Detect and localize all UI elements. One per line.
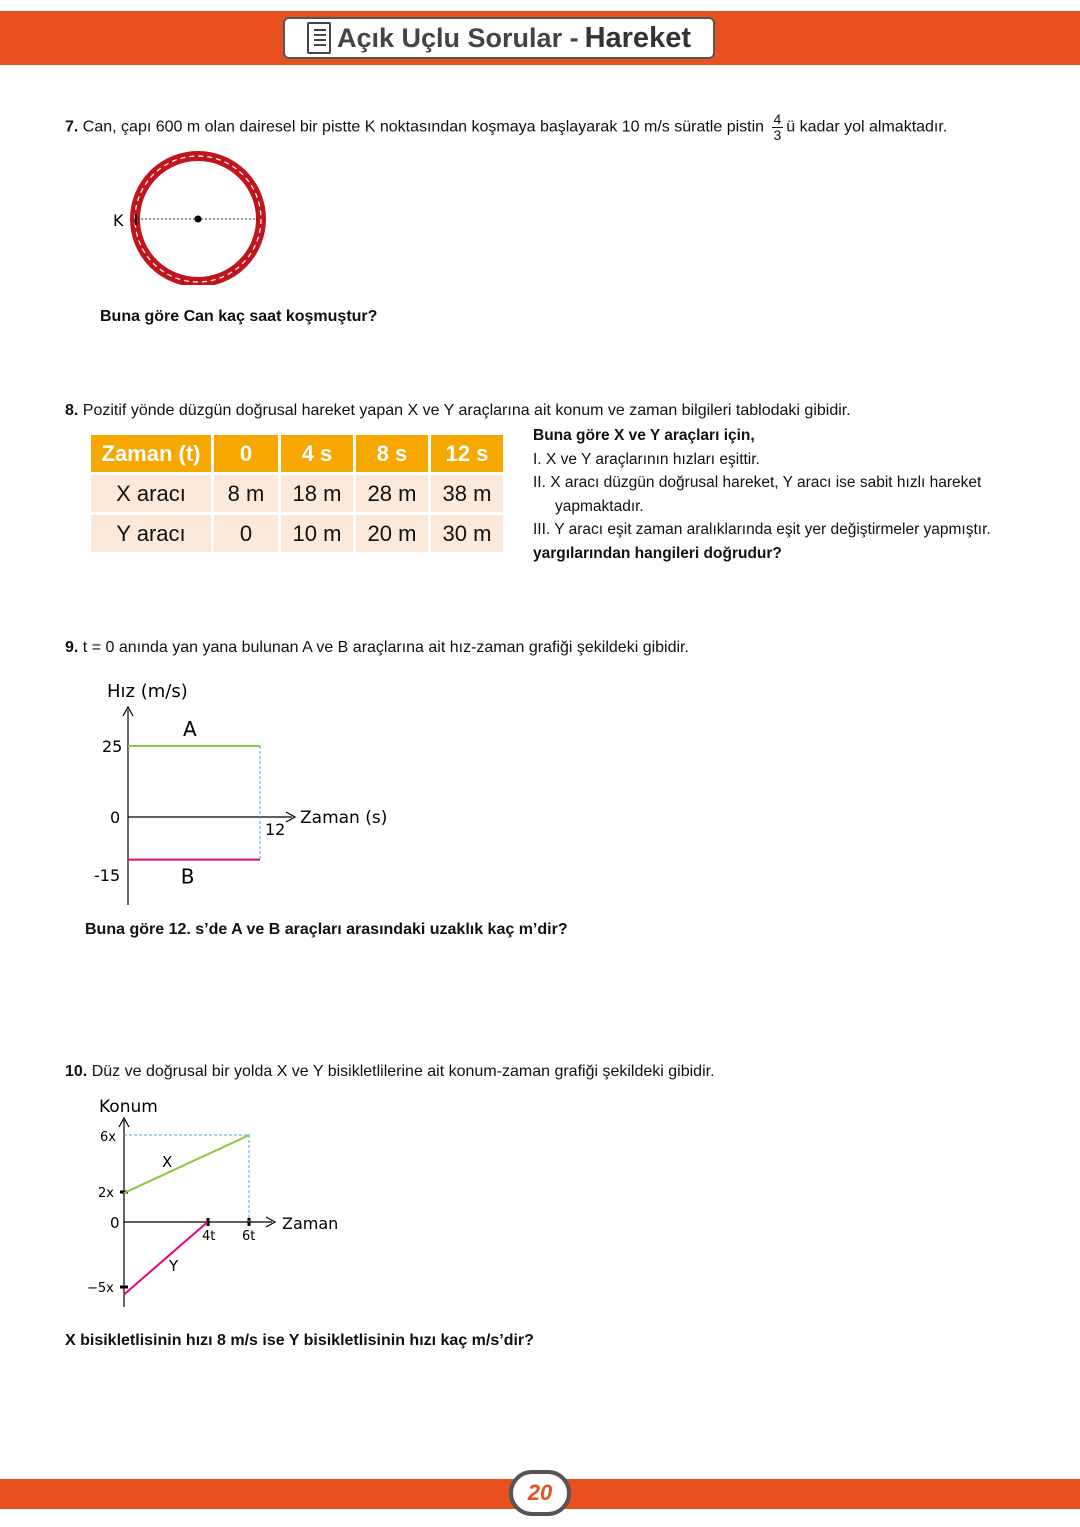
q10-number: 10. (65, 1063, 88, 1080)
table-header: 8 s (356, 435, 428, 472)
series-x-label: X (162, 1153, 173, 1171)
x-tick-label: 12 (265, 820, 286, 839)
x-axis-label: Zaman (282, 1214, 339, 1233)
title-topic: Hareket (584, 21, 691, 54)
table-header: 4 s (281, 435, 353, 472)
table-cell: X aracı (91, 475, 211, 512)
x-tick-label: 4t (202, 1229, 216, 1244)
y-tick-label: 0 (110, 1214, 120, 1232)
x-tick-label: 6t (242, 1229, 256, 1244)
page-title (283, 17, 715, 59)
q9-ask: Buna göre 12. s’de A ve B araçları arasındaki uzaklık kaç m’dir? (85, 921, 568, 938)
series-y-line (124, 1222, 208, 1295)
q8-number: 8. (65, 402, 79, 419)
question-10 (65, 1061, 1025, 1083)
table-cell: 30 m (431, 515, 503, 552)
frac-den: 3 (773, 127, 782, 143)
q8-statement-1: I. X ve Y araçlarının hızları eşittir. (533, 450, 760, 468)
y-tick-label: 0 (110, 808, 121, 827)
series-b-label: B (180, 864, 195, 889)
q9-number: 9. (65, 639, 79, 656)
q7-text-after: ü kadar yol almaktadır. (786, 118, 948, 136)
table-row (91, 475, 503, 512)
q8-statement-3: III. Y aracı eşit zaman aralıklarında eşit yer değiştirmeler yapmıştır. (533, 521, 991, 538)
y-tick-label: -15 (94, 866, 121, 885)
table-cell: 8 m (214, 475, 278, 512)
series-a-label: A (183, 717, 197, 741)
question-7 (65, 112, 1025, 143)
series-x-line (124, 1135, 249, 1193)
table-cell: Y aracı (91, 515, 211, 552)
position-time-chart (80, 1092, 360, 1312)
q8-statements (533, 424, 1033, 565)
q8-table (88, 432, 506, 555)
table-header: Zaman (t) (91, 435, 211, 472)
q7-number: 7. (65, 118, 79, 136)
y-tick-label: 6x (100, 1130, 116, 1145)
q8-ask: yargılarından hangileri doğrudur? (533, 544, 782, 562)
table-row (91, 515, 503, 552)
page-number: 20 (509, 1470, 571, 1516)
frac-num: 4 (773, 111, 782, 127)
q7-ask: Buna göre Can kaç saat koşmuştur? (100, 308, 378, 325)
table-cell: 10 m (281, 515, 353, 552)
table-cell: 0 (214, 515, 278, 552)
y-tick-label: −5x (87, 1281, 114, 1296)
y-tick-label: 2x (98, 1186, 114, 1201)
table-cell: 28 m (356, 475, 428, 512)
table-header: 0 (214, 435, 278, 472)
table-header: 12 s (431, 435, 503, 472)
title-main: Açık Uçlu Sorular - (337, 22, 579, 53)
circular-track-figure (105, 150, 275, 285)
q8-statement-2-cont: yapmaktadır. (555, 497, 644, 515)
q10-text: Düz ve doğrusal bir yolda X ve Y bisikletlilerine ait konum-zaman grafiği şekildeki gibidir. (91, 1063, 715, 1080)
table-cell: 38 m (431, 475, 503, 512)
q8-text: Pozitif yönde düzgün doğrusal hareket yapan X ve Y araçlarına ait konum ve zaman bilgileri tablodaki gibidir. (82, 402, 851, 419)
q7-fraction (772, 112, 784, 143)
series-y-label: Y (169, 1257, 179, 1275)
question-9 (65, 637, 1025, 659)
y-axis-label: Konum (99, 1097, 158, 1117)
q8-intro: Buna göre X ve Y araçları için, (533, 427, 755, 444)
y-tick-label: 25 (102, 737, 123, 756)
center-point (195, 216, 202, 223)
q10-ask: X bisikletlisinin hızı 8 m/s ise Y bisikletlisinin hızı kaç m/s’dir? (65, 1332, 534, 1349)
x-axis-label: Zaman (s) (300, 808, 388, 828)
table-cell: 20 m (356, 515, 428, 552)
velocity-time-chart (80, 670, 410, 910)
y-axis-label: Hız (m/s) (107, 681, 188, 702)
q9-text: t = 0 anında yan yana bulunan A ve B araçlarına ait hız-zaman grafiği şekildeki gibidir. (82, 639, 689, 656)
q8-statement-2: II. X aracı düzgün doğrusal hareket, Y aracı ise sabit hızlı hareket (533, 474, 982, 491)
q7-text: Can, çapı 600 m olan dairesel bir pistte K noktasından koşmaya başlayarak 10 m/s süratle pistin (82, 118, 765, 136)
question-8 (65, 400, 1025, 422)
table-header-row (91, 435, 503, 472)
table-cell: 18 m (281, 475, 353, 512)
point-k-label: K (113, 211, 124, 230)
document-icon (307, 22, 331, 54)
